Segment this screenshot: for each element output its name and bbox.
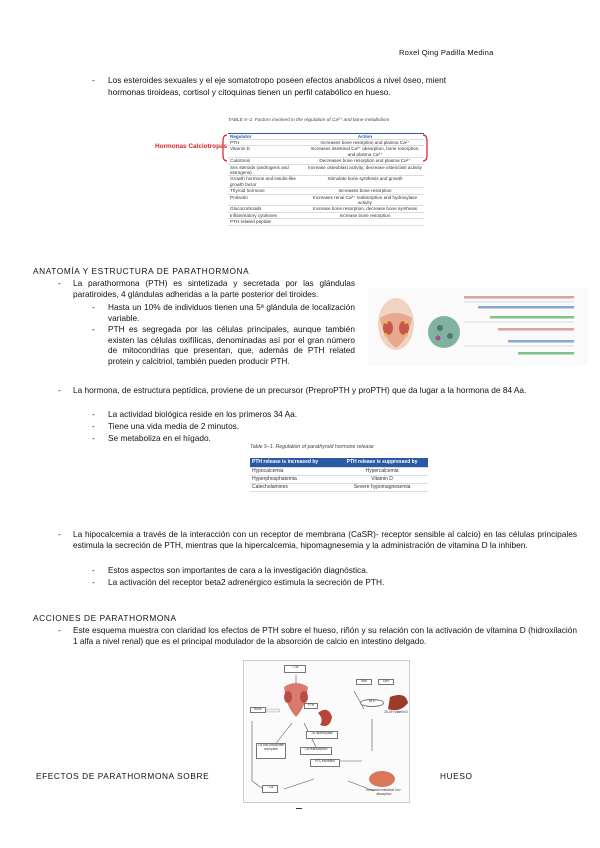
bullet-dash: - <box>58 278 61 288</box>
table2-caption: Table 5–1. Regulation of parathyroid hormone release <box>250 444 374 450</box>
section-title-actions: ACCIONES DE PARATHORMONA <box>33 613 177 623</box>
table2-col-suppressed: PTH release is suppressed by <box>336 458 428 468</box>
actions-paragraph: Este esquema muestra con claridad los efectos de PTH sobre el hueso, riñón y su relación con la activación de vitamina D (hidroxilación 1 alfa a nivel renal) que es el principal modulador de la absorción de calcio en intestino delgado. <box>73 625 577 646</box>
table-cell: Catecholamines <box>250 483 336 491</box>
anatomy-sub-4: Tiene una vida media de 2 minutos. <box>108 421 240 431</box>
diagram-box-reabs: Ca reabsorption <box>300 747 332 755</box>
table-cell: Increases bone resorption and plasma Ca²⁺ <box>306 140 424 146</box>
table2 <box>250 458 428 492</box>
table-cell: Inflammatory cytokines <box>228 212 306 218</box>
table-cell: Glucocorticoids <box>228 206 306 212</box>
anatomy-sub-2: PTH es segregada por las células principales, aunque también existen las células oxifílicas, denominadas así por el gran número de mitocondrias que presentan, que, además de PTH related protein y calcitriol, también pueden producir PTH. <box>108 324 355 366</box>
table-row <box>228 164 424 176</box>
table-cell: Prolactin <box>228 194 306 206</box>
anatomy-sub-1: Hasta un 10% de individuos tienen una 5ª glándula de localización variable. <box>108 302 355 323</box>
bullet-dash: - <box>92 421 95 431</box>
table-cell: Hypocalcemia <box>250 467 336 475</box>
table-cell: Increase bone resorption <box>306 212 424 218</box>
diagram-box-ca: ↑ Ca <box>262 785 278 793</box>
bullet-dash: - <box>58 529 61 539</box>
table-row <box>228 206 424 212</box>
table-cell: Increase bone resorption, decrease bone synthesis <box>306 206 424 212</box>
diagram-box-bone: Bone <box>250 707 266 713</box>
table-cell: Increase osteoblast activity; decrease osteoclast activity <box>306 164 424 176</box>
table-cell: PTH-related peptide <box>228 219 306 225</box>
diagram-box-bottom: Increased intestinal Ca²⁺ absorption <box>366 788 402 796</box>
bullet-dash: - <box>92 75 95 85</box>
anatomy-paragraph-1: La parathormona (PTH) es sintetizada y secretada por las glándulas paratiroides, 4 glándulas adheridas a la parte posterior del tiroides. <box>73 278 355 299</box>
table-cell: Increases bone resorption <box>306 188 424 194</box>
bullet-dash: - <box>92 577 95 587</box>
parathyroid-anatomy-figure <box>368 288 588 366</box>
bullet-dash: - <box>58 385 61 395</box>
diagram-box-skin: Skin <box>356 679 372 685</box>
table-row <box>228 219 424 225</box>
table-cell: Increases renal Ca²⁺ reabsorption and hydroxylase activity <box>306 194 424 206</box>
calcium-paragraph: La hipocalcemia a través de la interacción con un receptor de membrana (CaSR)- receptor sensible al calcio) en las células principales estimula la secreción de PTH, mientras que la hipercalcemia, hipomagnesemia y la administración de vitamina D la inhiben. <box>73 529 577 550</box>
bullet-dash: - <box>92 409 95 419</box>
table-cell: Vitamin D <box>336 475 428 483</box>
table-cell: Sex steroids (androgens and estrogens) <box>228 164 306 176</box>
anatomy-sub-5: Se metaboliza en el hígado. <box>108 433 211 443</box>
header-author: Roxel Qing Padilla Medina <box>399 48 494 57</box>
diagram-box-po4: PO₄ excretion <box>310 759 340 767</box>
table1-col-regulator: Regulator <box>228 133 306 139</box>
table1-caption: TABLE 5–2. Factors involved in the regulation of Ca²⁺ and bone metabolism <box>228 118 390 123</box>
diagram-box-liver: 25-OH vitamin D <box>384 710 408 714</box>
diagram-box-diet: Diet <box>378 679 394 685</box>
bullet-dash: - <box>58 625 61 635</box>
diagram-box-left: Ca and phosphate resorption <box>256 743 286 759</box>
page-footer-dash <box>296 808 302 809</box>
anatomy-paragraph-2: La hormona, de estructura peptídica, proviene de un precursor (PreproPTH y proPTH) que da lugar a la hormona de 84 Aa. <box>73 385 527 395</box>
bullet-dash: - <box>92 302 95 312</box>
intro-line-1: Los esteroides sexuales y el eje somatotropo poseen efectos anabólicos a nivel óseo, mient <box>108 75 447 85</box>
section-title-anatomy: ANATOMÍA Y ESTRUCTURA DE PARATHORMONA <box>33 266 250 276</box>
effects-heading-right: HUESO <box>440 771 473 781</box>
table-cell: Calcitonin <box>228 158 306 164</box>
table-cell: Vitamin D <box>228 146 306 158</box>
diagram-box-vitd: Vit D <box>360 699 384 707</box>
bullet-dash: - <box>92 433 95 443</box>
effects-heading-left: EFECTOS DE PARATHORMONA SOBRE <box>36 771 210 781</box>
diagram-box-pth: PTH <box>304 703 318 709</box>
anatomy-sub-3: La actividad biológica reside en los primeros 34 Aa. <box>108 409 298 419</box>
diagram-box-kidney: 1α-hydroxylase <box>306 731 338 739</box>
calcium-sub-1: Estos aspectos son importantes de cara a la investigación diagnóstica. <box>108 565 369 575</box>
table-row <box>250 475 428 483</box>
bullet-dash: - <box>92 565 95 575</box>
table2-figure <box>250 442 432 492</box>
calcium-sub-2: La activación del receptor beta2 adrenérgico estimula la secreción de PTH. <box>108 577 385 587</box>
table2-col-increased: PTH release is increased by <box>250 458 336 468</box>
table-cell <box>306 219 424 225</box>
table-row <box>228 176 424 188</box>
table-cell: Hypercalcemia <box>336 467 428 475</box>
calciotropic-annotation: Hormonas Calciotropas <box>155 143 228 150</box>
table-cell: PTH <box>228 140 306 146</box>
bullet-dash: - <box>92 324 95 334</box>
table-row <box>250 467 428 475</box>
table-cell: Hyperphosphatemia <box>250 475 336 483</box>
diagram-box-top: ↓ Ca <box>284 665 306 673</box>
table-cell: Increases intestinal Ca²⁺ absorption, bone resorption, and plasma Ca²⁺ <box>306 146 424 158</box>
intro-line-2: hormonas tiroideas, cortisol y citoquinas tienen un perfil catabólico en hueso. <box>108 87 391 97</box>
pth-actions-diagram <box>243 660 410 803</box>
annotation-brackets <box>222 133 428 163</box>
table-cell: Severe hypomagnesemia <box>336 483 428 491</box>
table-cell: Decreases bone resorption and plasma Ca²⁺ <box>306 158 424 164</box>
table-cell: Stimulate bone synthesis and growth <box>306 176 424 188</box>
table-cell: Growth hormone and insulin-like growth factor <box>228 176 306 188</box>
table-row <box>228 194 424 206</box>
table-row <box>250 483 428 491</box>
table-cell: Thyroid hormone <box>228 188 306 194</box>
table1-col-action: Action <box>306 133 424 139</box>
